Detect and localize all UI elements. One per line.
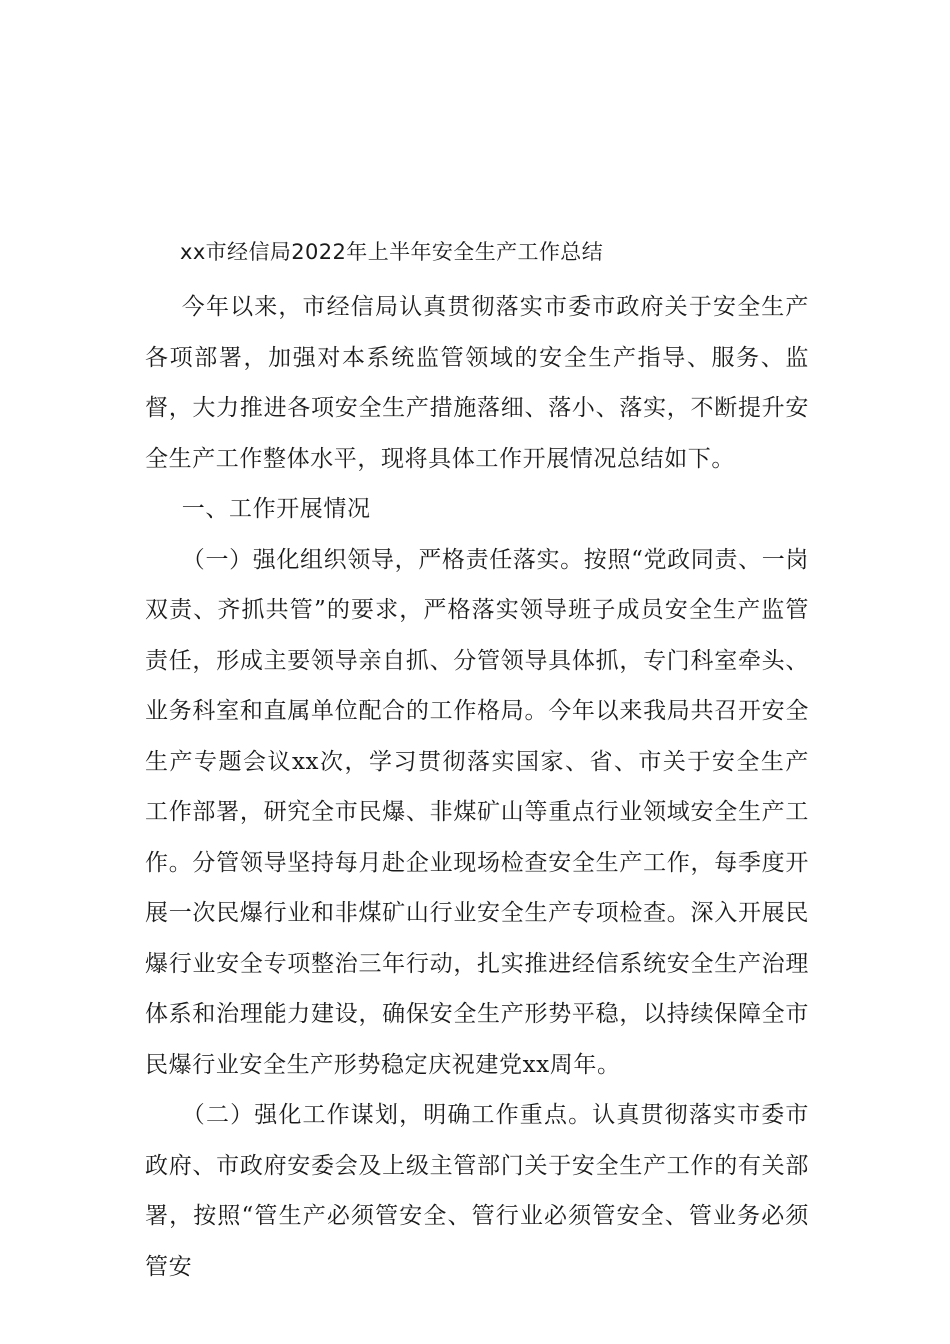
paragraph-planning: （二）强化工作谋划，明确工作重点。认真贯彻落实市委市政府、市政府安委会及上级主管部门关于安全生产工作的有关部署，按照“管生产必须管安全、管行业必须管安全、管业务必须管安 <box>145 1102 809 1280</box>
section-heading: 一、工作开展情况 <box>181 496 371 522</box>
document-title: xx市经信局2022年上半年安全生产工作总结 <box>180 240 604 264</box>
document-body <box>145 232 809 1292</box>
intro-paragraph: 今年以来，市经信局认真贯彻落实市委市政府关于安全生产各项部署，加强对本系统监管领域的安全生产指导、服务、监督，大力推进各项安全生产措施落细、落小、落实，不断提升安全生产工作整体水平，现将具体工作开展情况总结如下。 <box>145 294 809 472</box>
paragraph-organization: （一）强化组织领导，严格责任落实。按照“党政同责、一岗双责、齐抓共管”的要求，严格落实领导班子成员安全生产监管责任，形成主要领导亲自抓、分管领导具体抓，专门科室牵头、业务科室和直属单位配合的工作格局。今年以来我局共召开安全生产专题会议xx次，学习贯彻落实国家、省、市关于安全生产工作部署，研究全市民爆、非煤矿山等重点行业领域安全生产工作。分管领导坚持每月赴企业现场检查安全生产工作，每季度开展一次民爆行业和非煤矿山行业安全生产专项检查。深入开展民爆行业安全专项整治三年行动，扎实推进经信系统安全生产治理体系和治理能力建设，确保安全生产形势平稳，以持续保障全市民爆行业安全生产形势稳定庆祝建党xx周年。 <box>145 546 809 1078</box>
